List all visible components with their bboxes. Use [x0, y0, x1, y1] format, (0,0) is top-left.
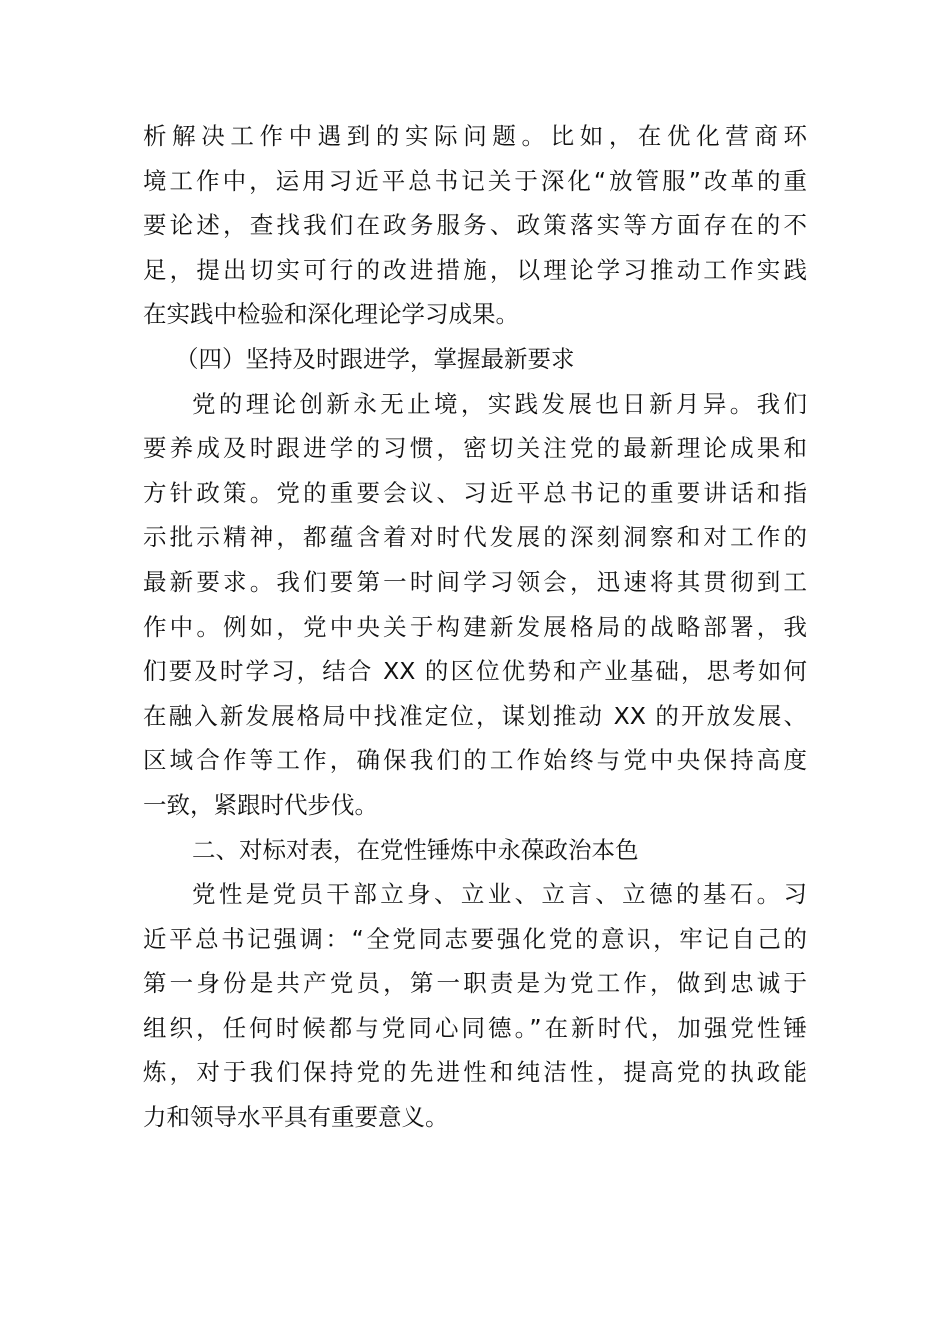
text-line: 要养成及时跟进学的习惯，密切关注党的最新理论成果和 — [143, 434, 807, 463]
heading-text: （四）坚持及时跟进学，掌握最新要求 — [175, 344, 575, 373]
heading-text: 二、对标对表，在党性锤炼中永葆政治本色 — [192, 835, 639, 864]
text-line: 组织，任何时候都与党同心同德。”在新时代，加强党性锤 — [143, 1013, 807, 1042]
text-line: 足，提出切实可行的改进措施，以理论学习推动工作实践 — [143, 255, 807, 284]
text-line: 方针政策。党的重要会议、习近平总书记的重要讲话和指 — [143, 478, 807, 507]
text-line: 炼，对于我们保持党的先进性和纯洁性，提高党的执政能 — [143, 1058, 807, 1087]
text-line: 作中。例如，党中央关于构建新发展格局的战略部署，我 — [143, 612, 807, 641]
text-line: 境工作中，运用习近平总书记关于深化“放管服”改革的重 — [143, 166, 807, 195]
document-body — [143, 114, 807, 1140]
text-line: 第一身份是共产党员，第一职责是为党工作，做到忠诚于 — [143, 969, 807, 998]
text-line: 近平总书记强调：“全党同志要强化党的意识，牢记自己的 — [143, 924, 807, 953]
text-line: 区域合作等工作，确保我们的工作始终与党中央保持高度 — [143, 746, 807, 775]
text-line: 党的理论创新永无止境，实践发展也日新月异。我们 — [192, 389, 807, 418]
text-line: 析解决工作中遇到的实际问题。比如，在优化营商环 — [143, 122, 807, 150]
text-line: 一致，紧跟时代步伐。 — [143, 790, 378, 819]
paragraph-p3 — [143, 872, 807, 1140]
text-line: 们要及时学习，结合 XX 的区位优势和产业基础，思考如何 — [143, 657, 807, 686]
text-line: 在融入新发展格局中找准定位，谋划推动 XX 的开放发展、 — [143, 701, 807, 730]
text-line: 要论述，查找我们在政务服务、政策落实等方面存在的不 — [143, 211, 807, 240]
paragraph-p2 — [143, 382, 807, 828]
text-line: 最新要求。我们要第一时间学习领会，迅速将其贯彻到工 — [143, 567, 807, 596]
section-heading-4 — [143, 337, 807, 382]
text-line: 示批示精神，都蕴含着对时代发展的深刻洞察和对工作的 — [143, 523, 807, 552]
paragraph-p1 — [143, 114, 807, 337]
text-line: 党性是党员干部立身、立业、立言、立德的基石。习 — [192, 880, 807, 909]
section-heading-2 — [143, 828, 807, 873]
text-line: 力和领导水平具有重要意义。 — [143, 1103, 449, 1132]
text-line: 在实践中检验和深化理论学习成果。 — [143, 300, 519, 329]
